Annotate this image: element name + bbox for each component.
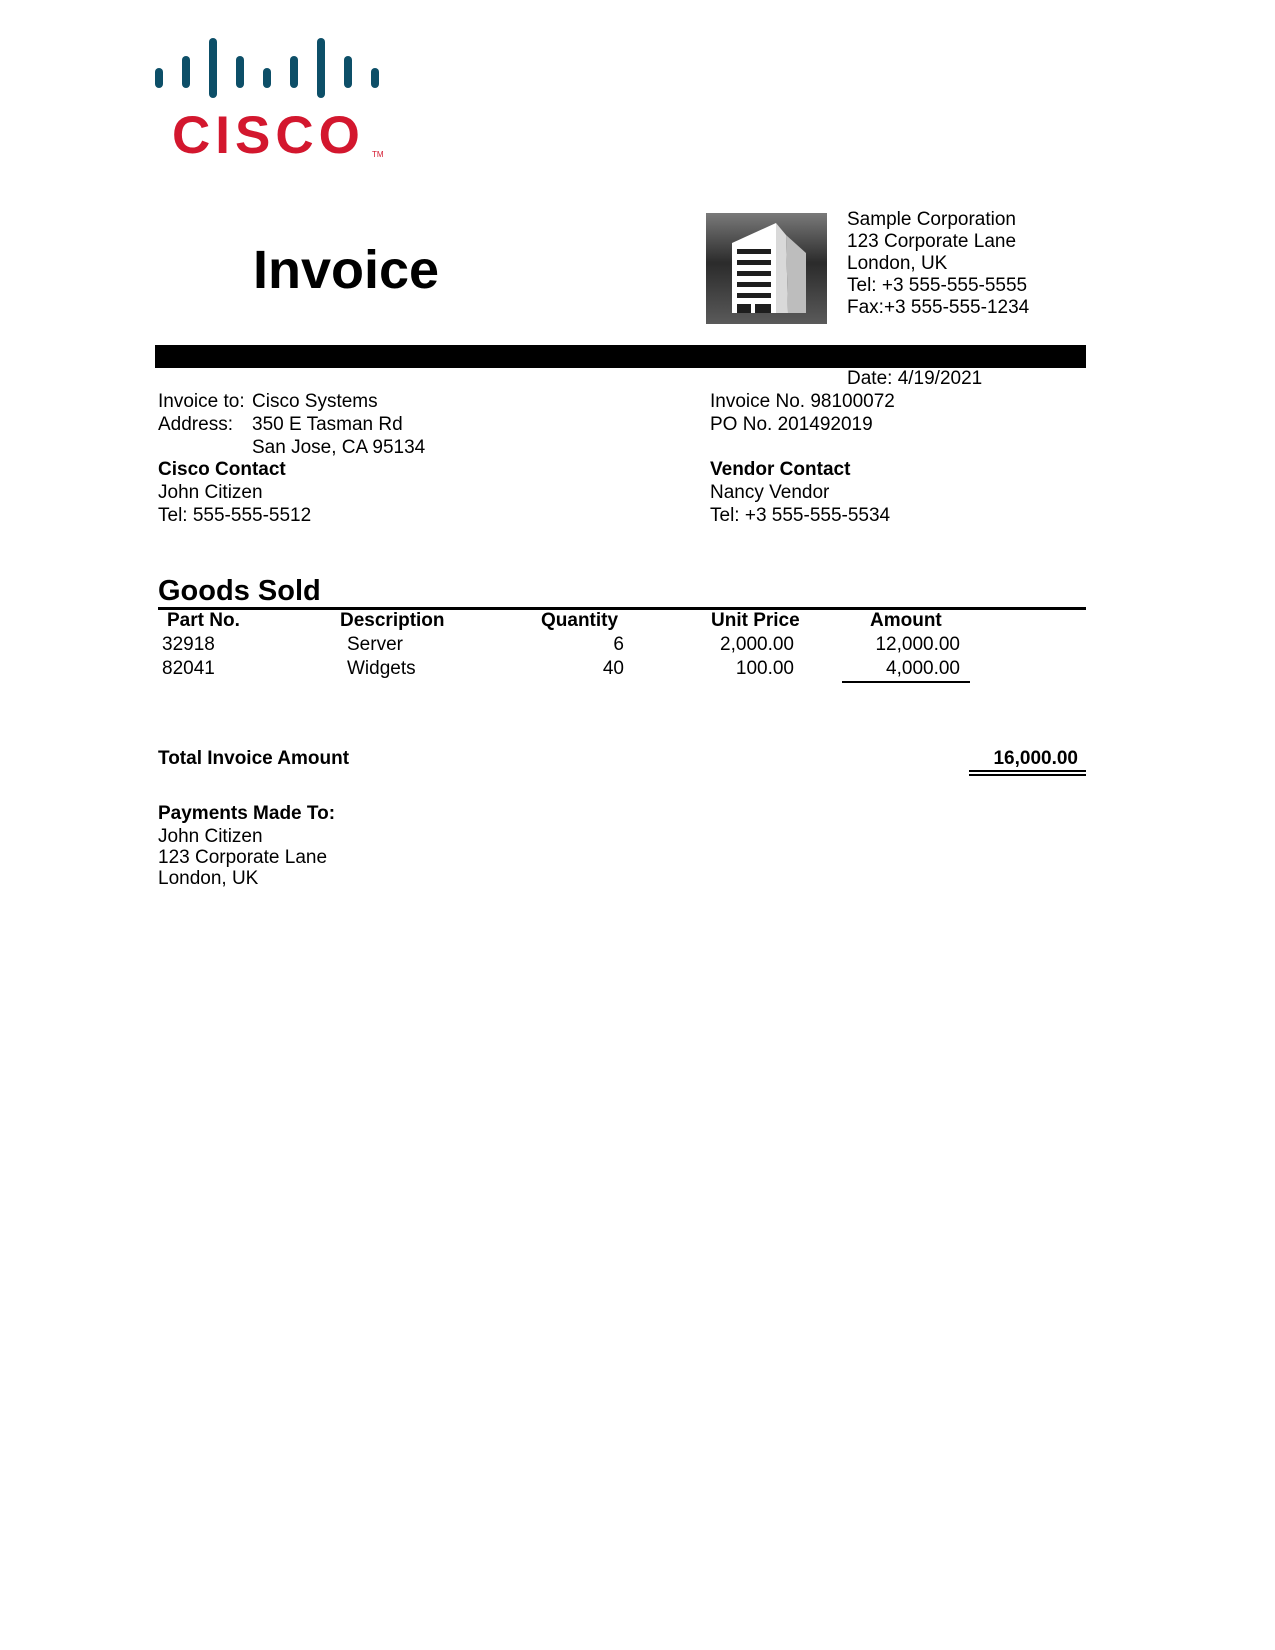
building-icon [706, 213, 827, 324]
row-description: Widgets [347, 658, 416, 679]
goods-sold-heading: Goods Sold [158, 575, 321, 607]
row-unit-price: 2,000.00 [720, 634, 794, 655]
logo-wordmark: CISCO [172, 106, 365, 165]
table-top-rule [158, 607, 1086, 610]
total-label: Total Invoice Amount [158, 748, 350, 769]
column-header-unit-price: Unit Price [711, 610, 800, 631]
row-amount: 4,000.00 [886, 658, 960, 679]
total-double-rule-top [969, 770, 1086, 772]
row-part-no: 82041 [162, 658, 215, 679]
column-header-quantity: Quantity [541, 610, 619, 631]
invoice-to-label: Invoice to: [158, 391, 245, 412]
vendor-city: London, UK [847, 253, 948, 274]
total-value: 16,000.00 [993, 748, 1078, 769]
vendor-fax: Fax:+3 555-555-1234 [847, 297, 1030, 318]
logo-trademark: TM [372, 150, 384, 159]
row-quantity: 40 [602, 658, 624, 679]
column-header-description: Description [340, 610, 445, 631]
header-divider [155, 345, 1086, 368]
subtotal-rule [842, 681, 970, 683]
payments-heading: Payments Made To: [158, 803, 336, 824]
vendor-name: Sample Corporation [847, 209, 1016, 230]
vendor-contact-heading: Vendor Contact [710, 459, 851, 480]
invoice-to-value: Cisco Systems [252, 391, 378, 412]
row-part-no: 32918 [162, 634, 215, 655]
address-line1: 350 E Tasman Rd [252, 414, 403, 435]
address-label: Address: [158, 414, 233, 435]
invoice-date: Date: 4/19/2021 [847, 368, 983, 389]
row-quantity: 6 [613, 634, 624, 655]
vendor-tel: Tel: +3 555-555-5555 [847, 275, 1028, 296]
vendor-street: 123 Corporate Lane [847, 231, 1017, 252]
logo-bars-icon [155, 36, 395, 96]
invoice-number: Invoice No. 98100072 [710, 391, 895, 412]
cisco-contact-tel: Tel: 555-555-5512 [158, 505, 312, 526]
address-line2: San Jose, CA 95134 [252, 437, 426, 458]
total-double-rule-bottom [969, 774, 1086, 776]
po-number: PO No. 201492019 [710, 414, 873, 435]
cisco-contact-heading: Cisco Contact [158, 459, 286, 480]
page-title: Invoice [253, 240, 440, 300]
cisco-contact-name: John Citizen [158, 482, 263, 503]
column-header-amount: Amount [870, 610, 942, 631]
row-amount: 12,000.00 [875, 634, 960, 655]
vendor-contact-name: Nancy Vendor [710, 482, 830, 503]
cisco-logo [155, 36, 395, 165]
vendor-contact-tel: Tel: +3 555-555-5534 [710, 505, 891, 526]
payments-name: John Citizen [158, 826, 263, 847]
row-unit-price: 100.00 [735, 658, 794, 679]
payments-city: London, UK [158, 868, 259, 889]
column-header-part-no: Part No. [167, 610, 240, 631]
row-description: Server [347, 634, 403, 655]
payments-street: 123 Corporate Lane [158, 847, 328, 868]
